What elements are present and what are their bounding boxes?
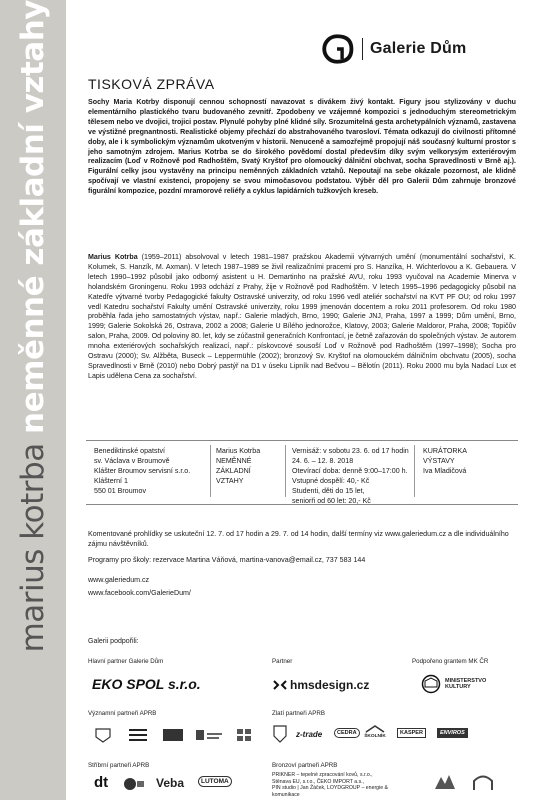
hmsdesign-icon <box>272 679 288 691</box>
facebook-link[interactable]: www.facebook.com/GalerieDum/ <box>88 589 191 597</box>
silver-partner-veba <box>156 776 184 790</box>
schools-note: Programy pro školy: rezervace Martina Váňová, martina-vanova@email.cz, 737 583 144 <box>88 556 366 564</box>
vertical-title-artist: marius kotrba <box>15 433 51 653</box>
significant-partner-logo <box>234 727 258 743</box>
grant-label: Podpořeno grantem MK ČR <box>412 658 489 665</box>
ztrade-logo-text: z-trade <box>296 730 323 739</box>
significant-partner-logo <box>126 727 150 743</box>
venue-address: Benediktinské opatství sv. Václava v Broumově Klášter Broumov servisní s.r.o. Klášterní 1 550 01 Broumov <box>94 447 191 495</box>
significant-partner-logo <box>92 727 114 743</box>
silver-logo-icon <box>122 776 146 792</box>
exhibition-name: Marius Kotrba NEMĚNNÉ ZÁKLADNÍ VZTAHY <box>216 447 261 485</box>
gold-partner-skolnik <box>364 724 386 740</box>
hmsdesign-logo <box>272 678 369 692</box>
info-divider <box>414 445 415 497</box>
info-divider <box>285 445 286 497</box>
website-link[interactable]: www.galeriedum.cz <box>88 576 150 584</box>
intro-paragraph: Sochy Maria Kotrby disponují cennou schopností navazovat s divákem živý kontakt. Figury jsou stylizovány v duchu elementárního plastického tvaru budovaného zevnitř. Zpodobeny ve vzájemné kompozici s jednoduchým stereometrickým tělesem nebo ve dvojici, trojici postav. Plynulé pohyby plné klidné síly. Srozumitelná gesta archetypálních významů, zastavena ve výstižné pregnantnosti. Realistické objemy přechází do abstrahovaného tvarosloví. Témata odkazují do civilnosti přítomné doby, ale i k symbolickým významům ukotveným v historii. Nenuceně a samozřejmě propojují náš současný kulturní prostor s jeho samotným zdrojem. Marius Kotrba se do širokého povědomí dostal především díky svým velkorysým exteriérovým realizacím (Loď v Rožnově pod Radhoštěm, Svatý Kryštof pro olomoucký dálniční obchvat, socha Spravedlnosti v Brně aj.). Figurální celky jsou vystavěny na principu neměnných základních vztahů. Nepoutají na sebe okázale pozornost, ale klidně spočívají ve vlastní existenci, propojeny se svou mimočasovou podstatou. Výběr děl pro Galerii Dům zahrnuje bronzové figurální kompozice, pozdní mramorové reliéfy a cyklus lapidárních tužkových kreseb. <box>88 98 516 196</box>
significant-partner-logo <box>160 727 186 743</box>
vertical-title <box>3 0 63 800</box>
gd-monogram-icon <box>320 32 354 66</box>
bronze-partners-list <box>272 772 412 798</box>
town-crest-icon <box>92 727 114 743</box>
dt-logo-text: dt <box>94 774 109 791</box>
bronze-partner-logo <box>470 772 496 792</box>
bronze-partners-text: PRIKNER – tepelné zpracování kovů, s.r.o., Stěnava EU, s.r.o., ČEKO IMPORT a.s., PIN studio | Jan Žáček, LOYDGROUP – energie & komunikace <box>272 772 389 798</box>
document-title: TISKOVÁ ZPRÁVA <box>88 76 215 92</box>
broumov-region-icon <box>432 772 458 792</box>
gold-partner-cedra <box>334 728 360 738</box>
bio-name: Marius Kotrba <box>88 253 138 261</box>
exhibition-dates: Vernisáž: v sobotu 23. 6. od 17 hodin 24. 6. – 12. 8. 2018 Otevírací doba: denně 9:00–17:00 h. Vstupné dospělí: 40,- Kč Studenti, děti do 15 let, seniorři od 60 let: 20,- Kč <box>292 447 409 505</box>
grid-logo-icon <box>234 727 258 743</box>
gold-partner-kasper <box>397 728 426 738</box>
skolnik-icon <box>364 724 386 734</box>
sidebar-band <box>0 0 66 800</box>
tours-note: Komentované prohlídky se uskuteční 12. 7. od 17 hodin a 29. 7. od 14 hodin, další termíny viz www.galeriedum.cz a dle individuálního zájmu návštěvníků. <box>88 530 509 548</box>
hradec-logo-icon <box>194 727 224 743</box>
gold-partner-ztrade <box>296 730 322 739</box>
main-partner-label: Hlavní partner Galerie Dům <box>88 658 164 665</box>
exhibition-info-box <box>86 440 518 505</box>
bio-paragraph <box>88 253 516 382</box>
silver-partners-label: Stříbrní partneři APRB <box>88 762 150 769</box>
kasper-logo-text: KASPER <box>397 728 426 738</box>
logo-separator <box>362 38 363 60</box>
silver-partner-dt <box>94 774 108 791</box>
enviros-logo-text: ENVIROS <box>437 728 468 738</box>
logo-name: Galerie Dům <box>370 40 467 57</box>
partner-label: Partner <box>272 658 293 665</box>
ministry-emblem-icon <box>420 674 442 694</box>
ministerstvo-kultury-logo <box>420 674 495 694</box>
gold-partners-label: Zlatí partneři APRB <box>272 710 325 717</box>
gold-partner-crest <box>272 724 288 744</box>
ekospol-logo-text: EKO SPOL s.r.o. <box>92 676 201 692</box>
crest-icon <box>272 724 288 744</box>
bronze-partners-label: Bronzoví partneři APRB <box>272 762 338 769</box>
partners-heading: Galerii podpořili: <box>88 638 139 645</box>
lutoma-logo-text: LUTOMA <box>198 776 232 787</box>
ministry-text: MINISTERSTVO KULTURY <box>445 678 487 690</box>
significant-partners-label: Významní partneři APRB <box>88 710 157 717</box>
info-divider <box>210 445 211 497</box>
silver-partner-lutoma <box>198 776 232 787</box>
arch-icon <box>470 772 496 792</box>
significant-partner-logo <box>194 727 224 743</box>
curator: KURÁTORKA VÝSTAVY Iva Mladičová <box>423 447 468 475</box>
veba-logo-text: Veba <box>156 776 185 790</box>
cedra-logo-text: CEDRA <box>334 728 360 738</box>
bronze-partner-logo <box>432 772 458 792</box>
hmsdesign-logo-text: hmsdesign.cz <box>290 678 370 692</box>
bio-text: (1959–2011) absolvoval v letech 1981–1987 pražskou Akademii výtvarných umění (monumentální sochařství, K. Kolumek, S. Hanzík, M. Axman). V letech 1987–1989 se živil realizačními pracemi pro S. Hanzíka, H. Wichterlovou a K. Gebauera. V letech 1990–1992 působil jako odborný asistent u H. Demartinho na pražské AVU, roku 1993 vyučoval na Academie Minerva v holandském Groningenu. Roku 1993 odchází z Prahy, žije v Rožnově pod Radhoštěm. V letech 1995–1996 pedagogicky působil na Katedře výtvarné tvorby Pedagogické fakulty Ostravské univerzity, od roku 1996 vedl ateliér sochařství na KVT PF OU; od roku 1997 vedl Katedru sochařství Fakulty umění Ostravské univerzity, roku 1999 jmenován docentem a roku 2011 profesorem. Od roku 1980 proběhla řada jeho samostatných výstav, např.: Galerie mladých, Brno, 1990; Galerie JNJ, Praha, 1997 a 1999; Dům umění, Brno, 1999; Galerie Sokolská 26, Ostrava, 2002 a 2008; Galerie U Bílého jednorožce, Klatovy, 2003; Galerie Maldoror, Praha, 2008; Topičův salon, Praha, 2009. Od poloviny 80. let, kdy se zúčastnil generačních Konfrontací, je četně zařazován do společných výstav. Je autorem mnoha exteriérových sochařských realizací, např.: pískovcové sousoší Loď v Rožnově pod Radhoštěm (1997–1998); Socha pro Ostravu (2000); Sv. Alžběta, Buseck – Leppermühle (2002); bronzový Sv. Kryštof na olomouckém dálničním obchvatu (2005), socha Spravedlnosti v Brně (2010) nebo Dobrý pastýř na D1 v úseku Lipník nad Bečvou – Bělotín (2011). Roku 2000 mu byla Nadací Lux et Lapis udělena Cena za sochařství. <box>88 253 516 380</box>
skolnik-logo-text: ŠKOLNÍK <box>364 734 386 739</box>
ekospol-logo <box>92 676 201 692</box>
b-logo-icon <box>126 727 150 743</box>
gold-partner-enviros <box>437 728 468 738</box>
vertical-title-exhibition: neměnné základní vztahy <box>15 0 51 434</box>
dark-box-icon <box>160 727 186 743</box>
galerie-dum-logo <box>320 32 466 66</box>
silver-partner-logo <box>122 776 146 792</box>
